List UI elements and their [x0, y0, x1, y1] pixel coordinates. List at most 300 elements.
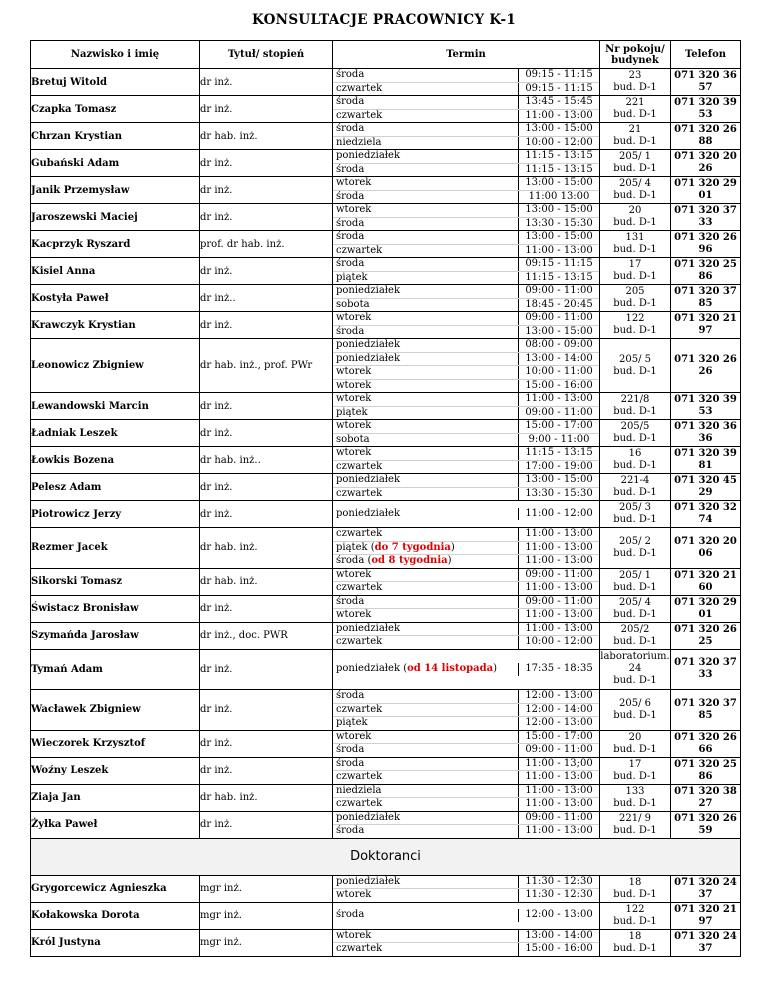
term-time: 13:00 - 15:00 [519, 123, 600, 136]
room-line: 205/ 3 [619, 502, 651, 513]
section-row [31, 838, 741, 875]
room-cell [600, 447, 671, 474]
person-degree: dr inż. [200, 730, 333, 757]
term-day [333, 109, 519, 122]
term-day-name: niedziela [336, 784, 382, 796]
person-degree: dr hab. inż. [200, 528, 333, 569]
term-list [333, 447, 599, 473]
term-slot [333, 352, 599, 366]
term-time: 11:00 - 12:00 [519, 508, 600, 521]
term-day-name: czwartek [336, 582, 383, 593]
term-time: 15:00 - 16:00 [519, 379, 600, 392]
room-line: bud. D-1 [613, 406, 657, 417]
term-day-name: wtorek [336, 177, 372, 188]
term-day [333, 703, 519, 717]
term-time: 11:00 13:00 [519, 190, 600, 203]
term-time: 17:35 - 18:35 [519, 663, 600, 676]
room-cell [600, 902, 671, 929]
term-time: 17:00 - 19:00 [519, 460, 600, 473]
term-slot [333, 812, 599, 825]
room-line: bud. D-1 [613, 82, 657, 93]
term-cell [333, 622, 600, 649]
term-day-name: poniedziałek [336, 285, 401, 296]
term-slot [333, 528, 599, 541]
term-day-name: wtorek [336, 366, 372, 377]
phone-number: 071 320 26 26 [671, 339, 741, 393]
section-doktoranci: Doktoranci [31, 838, 741, 875]
term-list [333, 731, 599, 757]
term-slot [333, 379, 599, 392]
term-time: 9:00 - 11:00 [519, 433, 600, 446]
term-list [333, 150, 599, 176]
person-name: Leonowicz Zbigniew [31, 339, 200, 393]
term-slot [333, 82, 599, 95]
term-day-name: środa [336, 217, 365, 229]
room-line: bud. D-1 [613, 635, 657, 647]
term-day [333, 623, 519, 636]
term-day [333, 447, 519, 460]
person-name: Bretuj Witold [31, 69, 200, 96]
term-time: 13:30 - 15:30 [519, 487, 600, 500]
person-name: Kisiel Anna [31, 258, 200, 285]
term-day [333, 717, 519, 730]
room-cell [600, 123, 671, 150]
person-degree: dr inż. [200, 649, 333, 690]
person-degree: dr inż. [200, 690, 333, 731]
room-cell [600, 96, 671, 123]
term-day [333, 123, 519, 136]
term-day [333, 596, 519, 609]
room-line: bud. D-1 [613, 547, 657, 559]
person-degree: dr inż., doc. PWR [200, 622, 333, 649]
term-day-name: niedziela [336, 136, 382, 148]
term-cell [333, 568, 600, 595]
term-slot [333, 312, 599, 325]
term-slot [333, 541, 599, 555]
person-name: Łowkis Bozena [31, 447, 200, 474]
term-list [333, 663, 599, 676]
table-row [31, 784, 741, 811]
term-day-name: wtorek [336, 420, 372, 431]
table-row [31, 929, 741, 956]
term-list [333, 258, 599, 284]
term-time: 11:00 - 13;00 [519, 758, 600, 771]
term-cell [333, 474, 600, 501]
phone-number: 071 320 26 88 [671, 123, 741, 150]
person-degree: dr inż. [200, 312, 333, 339]
person-name: Ładniak Leszek [31, 420, 200, 447]
term-list [333, 690, 599, 730]
term-day-name: piątek [336, 271, 368, 283]
term-list [333, 569, 599, 595]
term-day-name: czwartek [336, 771, 383, 782]
term-time: 15:00 - 17:00 [519, 731, 600, 744]
person-name: Rezmer Jacek [31, 528, 200, 569]
term-slot [333, 474, 599, 487]
term-day [333, 204, 519, 217]
header-room: Nr pokoju/ budynek [600, 41, 671, 69]
term-day-name: czwartek [336, 109, 383, 121]
room-line: 221 [625, 97, 645, 108]
term-list [333, 876, 599, 902]
phone-number: 071 320 36 57 [671, 69, 741, 96]
room-line: bud. D-1 [613, 770, 657, 782]
term-list [333, 812, 599, 838]
term-day [333, 352, 519, 366]
person-name: Jaroszewski Maciej [31, 204, 200, 231]
phone-number: 071 320 37 85 [671, 690, 741, 731]
term-slot [333, 163, 599, 176]
term-day [333, 690, 519, 703]
term-slot [333, 96, 599, 109]
term-time: 11:15 - 13:15 [519, 447, 600, 460]
term-time: 10:00 - 12:00 [519, 636, 600, 649]
term-day [333, 798, 519, 811]
room-cell [600, 730, 671, 757]
term-day-name: piątek [336, 541, 368, 553]
term-day-name: wtorek [336, 312, 372, 323]
term-time: 11:15 - 13:15 [519, 150, 600, 163]
term-day-name: poniedziałek [336, 875, 401, 887]
term-slot [333, 460, 599, 473]
term-slot [333, 285, 599, 298]
table-row [31, 501, 741, 528]
term-slot [333, 582, 599, 595]
term-slot [333, 271, 599, 284]
person-degree: dr inż. [200, 393, 333, 420]
table-row [31, 123, 741, 150]
header-phone: Telefon [671, 41, 741, 69]
table-row [31, 595, 741, 622]
term-slot [333, 406, 599, 419]
term-time: 11:00 - 13:00 [519, 541, 600, 555]
term-day-name: poniedziałek [336, 663, 401, 674]
room-line: 21 [628, 124, 642, 135]
term-time: 09:15 - 11:15 [519, 82, 600, 95]
person-degree: mgr inż. [200, 929, 333, 956]
term-time: 11:30 - 12:30 [519, 876, 600, 889]
phone-number: 071 320 36 36 [671, 420, 741, 447]
term-slot [333, 150, 599, 163]
room-line: 18 [628, 930, 642, 942]
room-line: bud. D-1 [613, 460, 657, 471]
term-time: 13:00 - 14:00 [519, 930, 600, 943]
room-line: 20 [628, 731, 642, 743]
term-slot [333, 909, 599, 922]
term-cell [333, 690, 600, 731]
term-day [333, 190, 519, 203]
term-day-name: środa [336, 690, 365, 701]
term-slot [333, 123, 599, 136]
person-name: Woźny Leszek [31, 757, 200, 784]
term-time: 15:00 - 17:00 [519, 420, 600, 433]
term-cell [333, 150, 600, 177]
phone-number: 071 320 25 86 [671, 258, 741, 285]
term-day-name: czwartek [336, 943, 383, 954]
person-name: Ziaja Jan [31, 784, 200, 811]
phone-number: 071 320 21 97 [671, 902, 741, 929]
term-time: 13:00 - 15:00 [519, 204, 600, 217]
phone-number: 071 320 29 01 [671, 595, 741, 622]
term-day-name: środa [336, 190, 365, 202]
term-time: 13:30 - 15:30 [519, 217, 600, 230]
term-day-name: poniedziałek [336, 507, 401, 519]
term-note: od 8 tygodnia [371, 555, 448, 566]
room-line: bud. D-1 [613, 365, 657, 377]
room-cell [600, 595, 671, 622]
room-line: bud. D-1 [613, 487, 657, 498]
term-day [333, 298, 519, 311]
term-day [333, 731, 519, 744]
term-day [333, 744, 519, 757]
term-slot [333, 420, 599, 433]
term-time: 09:00 - 11:00 [519, 569, 600, 582]
term-cell [333, 528, 600, 569]
room-cell [600, 875, 671, 902]
term-slot [333, 771, 599, 784]
term-time: 11:00 - 13:00 [519, 798, 600, 811]
term-day-name: środa [336, 825, 365, 836]
room-line: 24 [628, 663, 642, 675]
term-cell [333, 784, 600, 811]
term-time: 11:00 - 13:00 [519, 771, 600, 784]
term-day-name: środa [336, 96, 365, 107]
table-row [31, 69, 741, 96]
room-line: 133 [625, 785, 645, 797]
term-day [333, 393, 519, 406]
phone-number: 071 320 21 97 [671, 312, 741, 339]
room-cell [600, 312, 671, 339]
table-row [31, 902, 741, 929]
term-cell [333, 929, 600, 956]
term-day [333, 569, 519, 582]
term-slot [333, 636, 599, 649]
person-name: Gubański Adam [31, 150, 200, 177]
term-slot [333, 876, 599, 889]
term-day [333, 82, 519, 95]
term-day [333, 943, 519, 956]
room-line: bud. D-1 [613, 824, 657, 836]
room-line: 122 [625, 313, 645, 324]
term-slot [333, 596, 599, 609]
room-cell [600, 339, 671, 393]
room-cell [600, 757, 671, 784]
room-line: bud. D-1 [613, 217, 657, 228]
room-line: 131 [625, 232, 645, 243]
term-day-name: środa [336, 744, 365, 755]
person-name: Kacprzyk Ryszard [31, 231, 200, 258]
term-slot [333, 930, 599, 943]
term-slot [333, 258, 599, 271]
term-list [333, 96, 599, 122]
room-line: 205/ 4 [619, 178, 651, 189]
phone-number: 071 320 37 33 [671, 649, 741, 690]
term-day [333, 582, 519, 595]
room-line: bud. D-1 [613, 136, 657, 147]
term-time: 09:00 - 11:00 [519, 596, 600, 609]
term-cell [333, 730, 600, 757]
term-cell [333, 285, 600, 312]
phone-number: 071 320 39 53 [671, 393, 741, 420]
person-degree: dr inż. [200, 595, 333, 622]
term-day [333, 420, 519, 433]
term-day [333, 366, 519, 380]
term-day-name: czwartek [336, 798, 383, 809]
room-cell [600, 204, 671, 231]
term-slot [333, 943, 599, 956]
term-time: 09:15 - 11:15 [519, 69, 600, 82]
person-degree: dr inż. [200, 177, 333, 204]
table-row [31, 875, 741, 902]
term-time: 09:00 - 11:00 [519, 406, 600, 419]
term-time: 11:30 - 12:30 [519, 889, 600, 902]
term-list [333, 596, 599, 622]
room-cell [600, 177, 671, 204]
person-name: Wieczorek Krzysztof [31, 730, 200, 757]
term-slot [333, 609, 599, 622]
term-slot [333, 663, 599, 676]
term-time: 12:00 - 13:00 [519, 717, 600, 730]
term-time: 11:00 - 13:00 [519, 393, 600, 406]
term-list [333, 69, 599, 95]
term-day [333, 433, 519, 446]
term-day [333, 379, 519, 392]
room-line: bud. D-1 [613, 325, 657, 336]
term-slot [333, 136, 599, 149]
person-degree: dr hab. inż. [200, 123, 333, 150]
term-cell [333, 595, 600, 622]
person-name: Chrzan Krystian [31, 123, 200, 150]
term-day [333, 177, 519, 190]
table-row [31, 339, 741, 393]
term-day-name: wtorek [336, 730, 372, 742]
term-slot [333, 190, 599, 203]
term-time: 11:00 - 13:00 [519, 528, 600, 541]
room-cell [600, 811, 671, 838]
room-cell [600, 150, 671, 177]
room-cell [600, 568, 671, 595]
term-day-name: sobota [336, 298, 370, 310]
room-line: bud. D-1 [613, 743, 657, 755]
term-cell [333, 96, 600, 123]
term-day [333, 69, 519, 82]
term-list [333, 623, 599, 649]
room-line: bud. D-1 [613, 271, 657, 282]
term-day [333, 217, 519, 230]
term-cell [333, 757, 600, 784]
room-cell [600, 649, 671, 690]
term-day [333, 785, 519, 798]
term-slot [333, 825, 599, 838]
term-list [333, 508, 599, 521]
term-slot [333, 889, 599, 902]
term-list [333, 474, 599, 500]
term-cell [333, 420, 600, 447]
table-row [31, 447, 741, 474]
staff-rows [31, 69, 741, 839]
person-name: Żyłka Paweł [31, 811, 200, 838]
term-time: 11:00 - 13:00 [519, 825, 600, 838]
term-day [333, 460, 519, 473]
room-line: bud. D-1 [613, 109, 657, 120]
phone-number: 071 320 38 27 [671, 784, 741, 811]
term-slot [333, 623, 599, 636]
term-list [333, 339, 599, 392]
phone-number: 071 320 20 26 [671, 150, 741, 177]
term-day: poniedziałek (od 14 listopada) [336, 663, 498, 674]
term-day-name: czwartek [336, 528, 383, 539]
term-time: 11:00 - 13:00 [519, 244, 600, 257]
term-day [333, 889, 519, 902]
term-day [333, 406, 519, 419]
term-slot [333, 109, 599, 122]
term-day-name: środa [336, 123, 365, 134]
room-line: 17 [628, 758, 642, 770]
room-line: laboratorium. [600, 651, 670, 663]
phone-number: 071 320 39 81 [671, 447, 741, 474]
term-cell [333, 811, 600, 838]
header-name: Nazwisko i imię [31, 41, 200, 69]
term-list [333, 528, 599, 568]
table-row [31, 285, 741, 312]
room-line: bud. D-1 [613, 190, 657, 201]
person-name: Piotrowicz Jerzy [31, 501, 200, 528]
term-slot [333, 204, 599, 217]
person-degree: dr hab. inż., prof. PWr [200, 339, 333, 393]
table-row [31, 568, 741, 595]
phone-number: 071 320 32 74 [671, 501, 741, 528]
term-day-name: poniedziałek [336, 150, 401, 161]
term-day [333, 528, 519, 541]
room-cell [600, 622, 671, 649]
phone-number: 071 320 26 59 [671, 811, 741, 838]
table-row [31, 420, 741, 447]
term-slot [333, 298, 599, 311]
term-time: 09:00 - 11:00 [519, 285, 600, 298]
term-day [333, 285, 519, 298]
term-note: do 7 tygodnia [374, 541, 451, 553]
person-name: Kostyła Paweł [31, 285, 200, 312]
term-list [333, 285, 599, 311]
person-degree: dr inż. [200, 204, 333, 231]
term-list [333, 312, 599, 338]
term-list [333, 123, 599, 149]
term-day-name: czwartek [336, 460, 383, 472]
person-degree: dr inż. [200, 420, 333, 447]
term-slot [333, 717, 599, 730]
term-day-name: wtorek [336, 609, 372, 620]
term-day [333, 474, 519, 487]
phone-number: 071 320 26 25 [671, 622, 741, 649]
term-time: 11:00 - 13:00 [519, 582, 600, 595]
term-time: 11:00 - 13:00 [519, 609, 600, 622]
term-list [333, 231, 599, 257]
table-row [31, 757, 741, 784]
room-cell [600, 69, 671, 96]
room-cell [600, 231, 671, 258]
term-slot [333, 758, 599, 771]
term-day-name: poniedziałek [336, 811, 401, 823]
term-time: 11:00 - 13:00 [519, 623, 600, 636]
term-day [333, 758, 519, 771]
term-time: 13:00 - 14:00 [519, 352, 600, 366]
term-time: 11:15 - 13:15 [519, 163, 600, 176]
term-time: 11:00 - 13:00 [519, 785, 600, 798]
term-day-name: wtorek [336, 204, 372, 215]
term-day-name: środa [336, 325, 365, 337]
room-line: 205/5 [620, 421, 650, 432]
term-day [333, 258, 519, 271]
